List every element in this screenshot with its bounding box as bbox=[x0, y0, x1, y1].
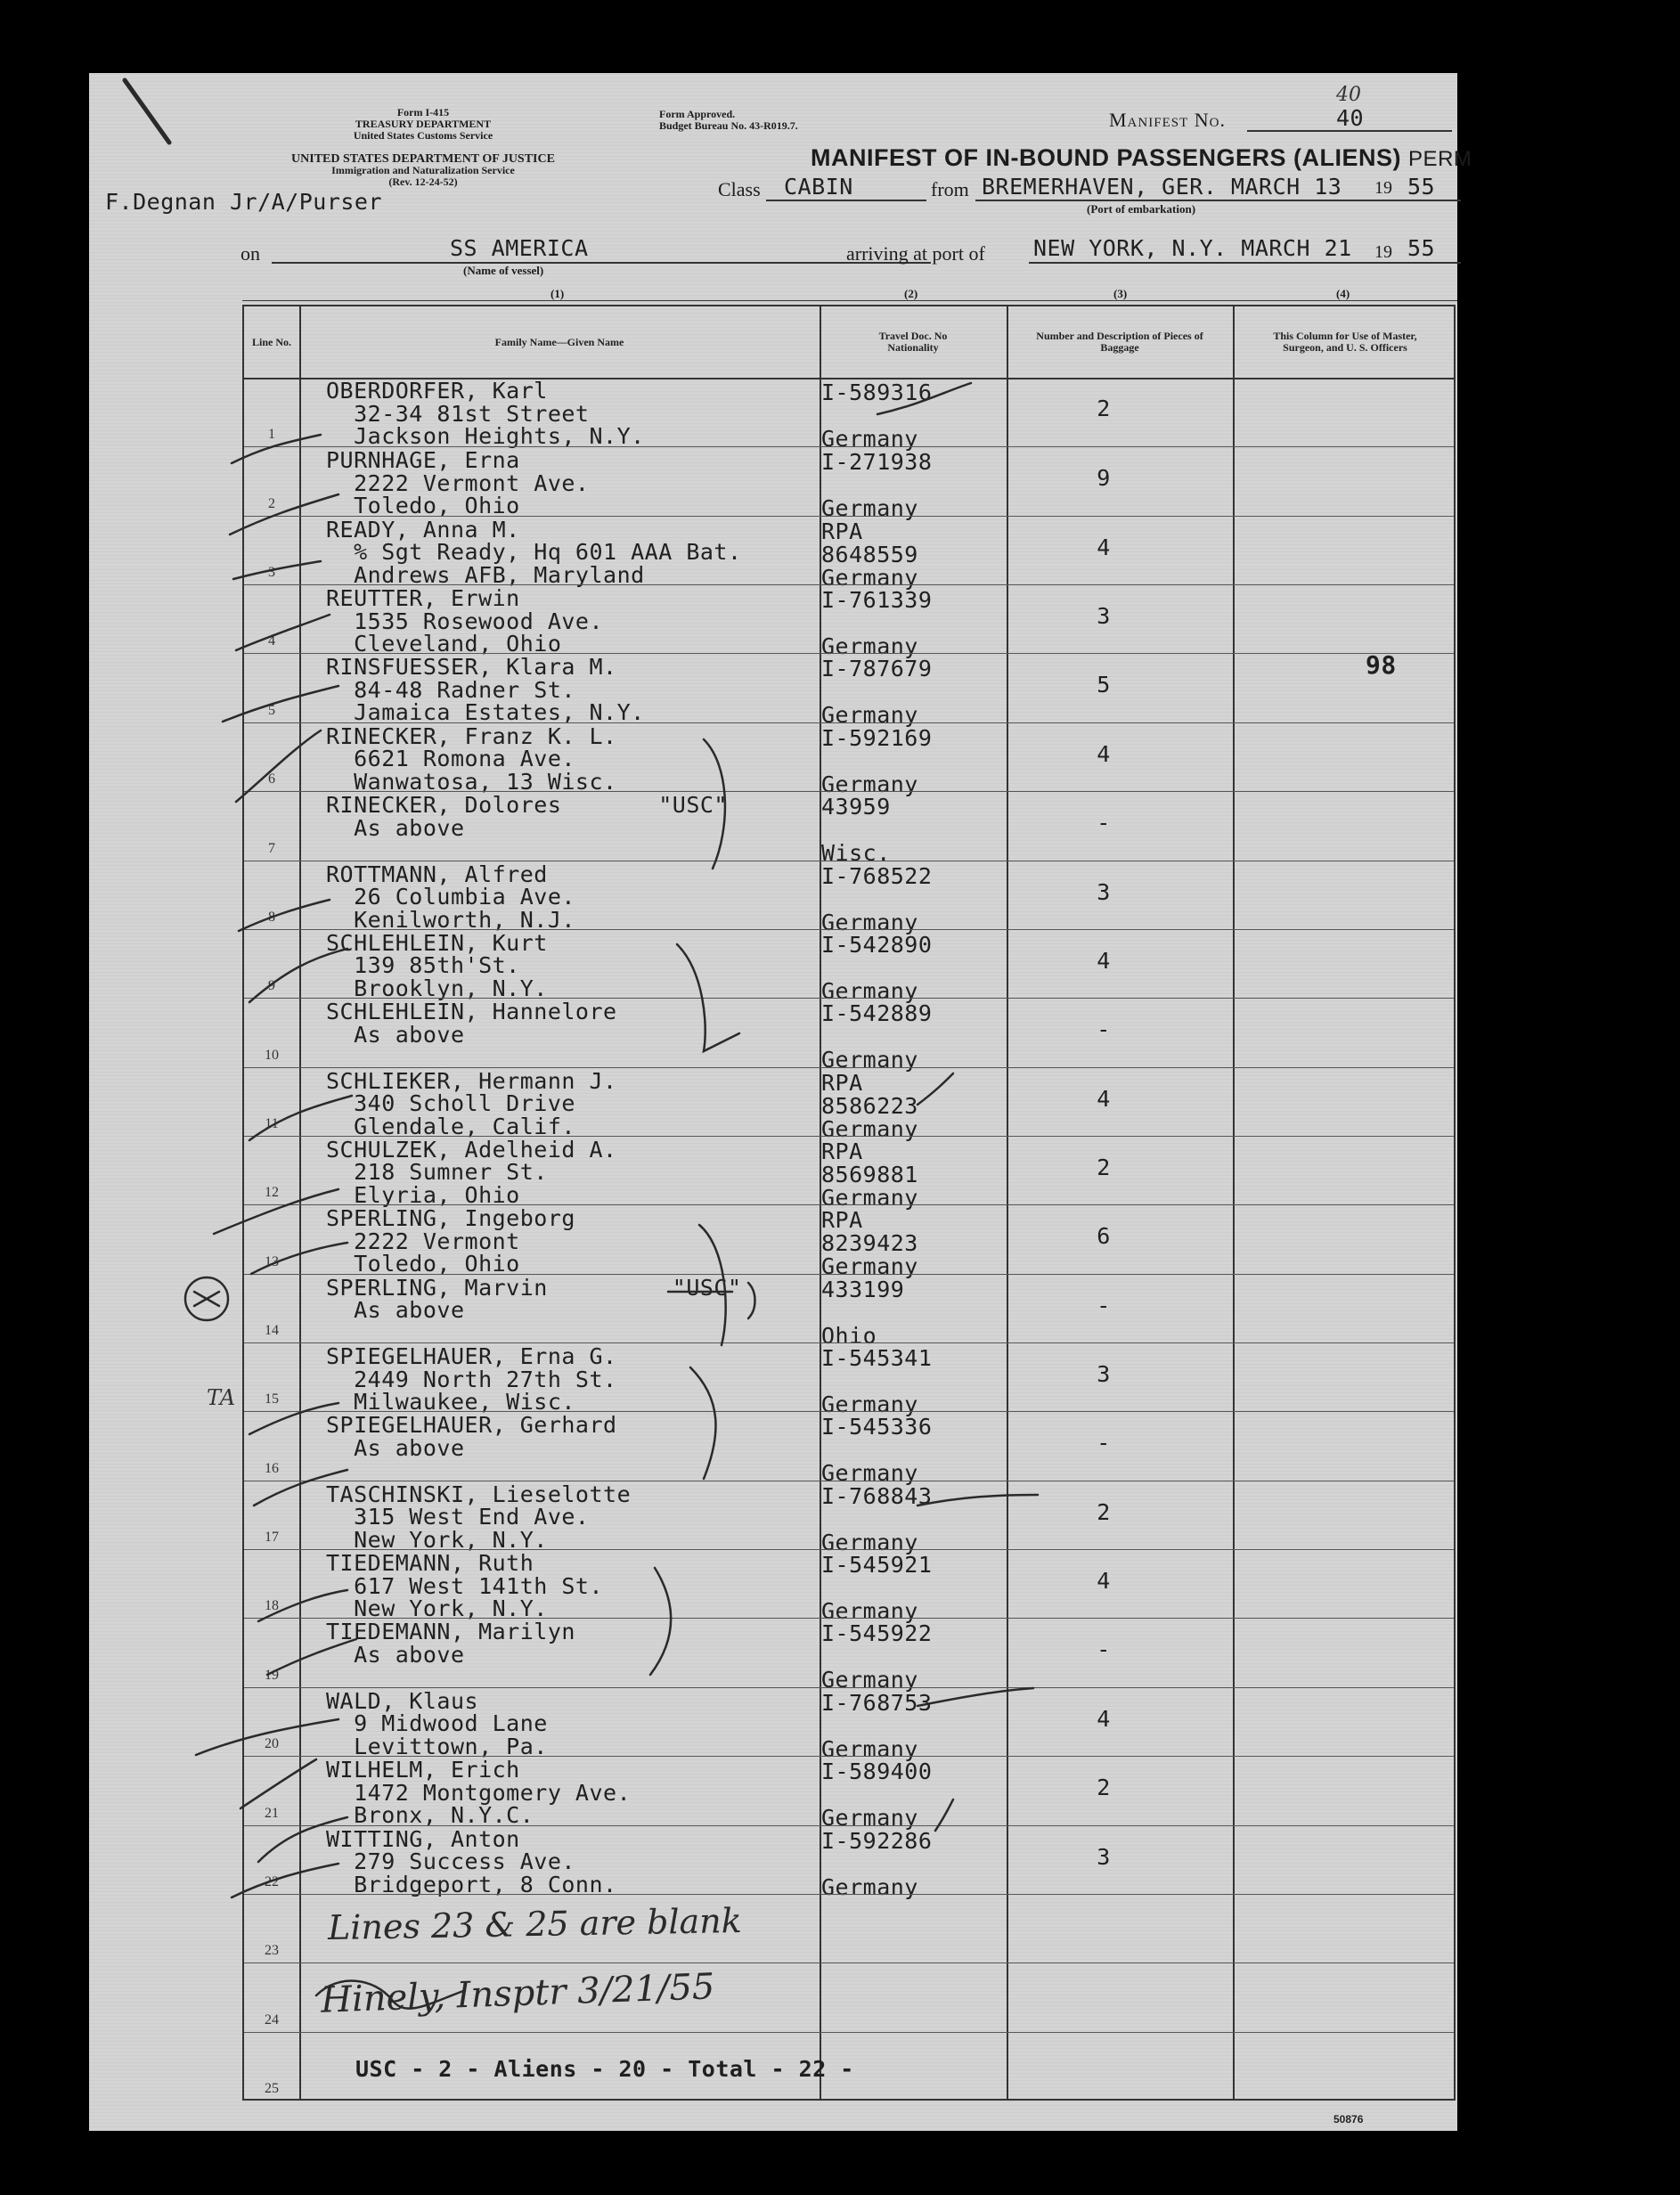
travel-document bbox=[821, 1343, 991, 1418]
header-rule bbox=[242, 300, 1457, 301]
vessel-underline bbox=[272, 262, 931, 264]
passenger-name: SCHLEHLEIN, Kurt bbox=[326, 929, 548, 956]
baggage-count: 3 bbox=[1097, 603, 1111, 630]
travel-doc-number: I-761339 bbox=[821, 587, 933, 614]
passenger-address: Toledo, Ohio bbox=[326, 493, 520, 519]
baggage-count: 2 bbox=[1097, 1498, 1111, 1525]
nationality: Germany bbox=[821, 426, 918, 452]
line-number: 14 bbox=[265, 1323, 279, 1339]
customs-service: United States Customs Service bbox=[353, 129, 493, 142]
passenger-name-address bbox=[326, 518, 742, 587]
passenger-address: 9 Midwood Lane bbox=[326, 1710, 548, 1737]
travel-doc-number: I-589316 bbox=[821, 379, 933, 405]
passenger-name: RINECKER, Dolores "USC" bbox=[326, 792, 728, 819]
arrival-year: 55 bbox=[1407, 235, 1436, 261]
line-number: 22 bbox=[265, 1873, 279, 1889]
nationality: Germany bbox=[821, 771, 918, 797]
passenger-name: SPIEGELHAUER, Erna G. bbox=[326, 1343, 617, 1370]
baggage-count: 4 bbox=[1097, 1568, 1111, 1595]
line-number: 1 bbox=[268, 427, 275, 443]
passenger-address: As above bbox=[326, 1641, 465, 1668]
table-row bbox=[244, 1411, 1454, 1487]
passenger-address: Milwaukee, Wisc. bbox=[326, 1389, 575, 1416]
nationality: Germany bbox=[821, 1735, 918, 1762]
travel-doc-number: RPA bbox=[821, 1138, 863, 1164]
passenger-name: SPERLING, Ingeborg bbox=[326, 1205, 575, 1232]
travel-document bbox=[821, 654, 991, 729]
baggage-count: 3 bbox=[1097, 878, 1111, 905]
from-underline bbox=[975, 200, 1461, 201]
passenger-name-address bbox=[326, 1483, 631, 1552]
nationality: Germany bbox=[821, 1115, 918, 1142]
travel-document bbox=[821, 1481, 991, 1555]
travel-doc-number: RPA bbox=[821, 518, 863, 544]
baggage-count: 3 bbox=[1097, 1843, 1111, 1870]
nationality: Germany bbox=[821, 1598, 918, 1625]
passenger-address: 2222 Vermont Ave. bbox=[326, 469, 590, 496]
travel-doc-number: 43959 bbox=[821, 794, 891, 820]
travel-doc-number: I-542890 bbox=[821, 931, 933, 958]
col-header-line-no: Line No. bbox=[251, 335, 291, 348]
arriving-label: arriving at port of bbox=[846, 242, 985, 265]
travel-doc-number-2: 8239423 bbox=[821, 1230, 918, 1257]
baggage-count: - bbox=[1097, 1292, 1111, 1318]
baggage-count: 2 bbox=[1097, 1154, 1111, 1180]
from-label: from bbox=[931, 178, 969, 200]
nationality: Germany bbox=[821, 1873, 918, 1900]
line-number: 20 bbox=[265, 1736, 279, 1752]
travel-doc-number: 433199 bbox=[821, 1276, 905, 1302]
travel-document bbox=[821, 1137, 991, 1211]
line-number: 12 bbox=[265, 1185, 279, 1201]
line-number: 21 bbox=[265, 1805, 279, 1821]
travel-doc-number: I-545341 bbox=[821, 1345, 933, 1372]
nationality: Germany bbox=[821, 1667, 918, 1693]
footer-code: 50876 bbox=[1333, 2113, 1364, 2126]
travel-doc-number: I-542889 bbox=[821, 1000, 933, 1027]
from-year-prefix: 19 bbox=[1374, 178, 1392, 198]
travel-document bbox=[821, 517, 991, 591]
passenger-address: Elyria, Ohio bbox=[326, 1181, 520, 1208]
passenger-table bbox=[242, 305, 1456, 2101]
passenger-address: Bronx, N.Y.C. bbox=[326, 1802, 534, 1829]
table-row bbox=[244, 791, 1454, 867]
line-number: 23 bbox=[265, 1943, 279, 1959]
table-row bbox=[244, 653, 1454, 729]
baggage-count: 6 bbox=[1097, 1223, 1111, 1250]
nationality: Germany bbox=[821, 1391, 918, 1418]
passenger-name: ROTTMANN, Alfred bbox=[326, 861, 548, 887]
passenger-address: Jamaica Estates, N.Y. bbox=[326, 699, 645, 726]
passenger-name-address bbox=[326, 449, 589, 518]
passenger-name-address bbox=[326, 863, 575, 932]
col-num-2: (2) bbox=[904, 287, 918, 300]
passenger-address: Levittown, Pa. bbox=[326, 1733, 548, 1759]
passenger-address: 2222 Vermont bbox=[326, 1228, 520, 1254]
officer-mark: 98 bbox=[1366, 650, 1397, 680]
col-header-name: Family Name—Given Name bbox=[494, 335, 624, 348]
travel-doc-number: RPA bbox=[821, 1207, 863, 1234]
line-number: 4 bbox=[268, 633, 275, 649]
line-number: 6 bbox=[268, 771, 275, 787]
line-number: 8 bbox=[268, 909, 275, 925]
table-row bbox=[244, 1481, 1454, 1555]
travel-document bbox=[821, 447, 991, 522]
passenger-name: SPIEGELHAUER, Gerhard bbox=[326, 1412, 617, 1439]
passenger-name: OBERDORFER, Karl bbox=[326, 378, 548, 404]
travel-doc-number: I-768843 bbox=[821, 1482, 933, 1509]
baggage-count: 4 bbox=[1097, 1085, 1111, 1112]
table-row bbox=[244, 584, 1454, 660]
passenger-address: Jackson Heights, N.Y. bbox=[326, 423, 645, 449]
vessel-name: SS AMERICA bbox=[450, 235, 589, 261]
travel-doc-number: I-592169 bbox=[821, 724, 933, 751]
line-number: 17 bbox=[265, 1530, 279, 1546]
passenger-name-address bbox=[326, 1067, 617, 1139]
nationality: Germany bbox=[821, 1184, 918, 1211]
baggage-count: 4 bbox=[1097, 1705, 1111, 1732]
passenger-name-address bbox=[326, 1620, 575, 1666]
passenger-address: Glendale, Calif. bbox=[326, 1113, 575, 1139]
travel-doc-number: I-545921 bbox=[821, 1552, 933, 1579]
line-number: 9 bbox=[268, 978, 275, 994]
passenger-address: 26 Columbia Ave. bbox=[326, 884, 575, 910]
passenger-address: As above bbox=[326, 1297, 465, 1324]
passenger-address: 218 Sumner St. bbox=[326, 1159, 548, 1186]
passenger-name: READY, Anna M. bbox=[326, 516, 520, 543]
nationality: Germany bbox=[821, 1460, 918, 1487]
manifest-number-handwritten: 40 bbox=[1336, 84, 1361, 106]
manifest-number: 40 bbox=[1336, 105, 1365, 131]
passenger-name-address bbox=[326, 587, 603, 656]
passenger-name: REUTTER, Erwin bbox=[326, 585, 520, 612]
passenger-address: Bridgeport, 8 Conn. bbox=[326, 1871, 617, 1897]
from-value: BREMERHAVEN, GER. MARCH 13 bbox=[982, 174, 1342, 200]
baggage-count: 5 bbox=[1097, 672, 1111, 698]
col-num-3: (3) bbox=[1113, 287, 1128, 300]
passenger-address: New York, N.Y. bbox=[326, 1595, 548, 1622]
line-number: 18 bbox=[265, 1598, 279, 1614]
line-number: 7 bbox=[268, 840, 275, 856]
nationality: Wisc. bbox=[821, 840, 891, 867]
passenger-name-address bbox=[326, 1414, 617, 1459]
table-row bbox=[244, 1756, 1454, 1832]
line-number: 24 bbox=[265, 2011, 279, 2028]
form-approved bbox=[659, 109, 798, 132]
travel-document bbox=[821, 1826, 991, 1900]
table-row bbox=[244, 929, 1454, 1004]
passenger-name-address bbox=[326, 1345, 617, 1414]
totals-line: USC - 2 - Aliens - 20 - Total - 22 - bbox=[355, 2056, 854, 2082]
passenger-name: RINECKER, Franz K. L. bbox=[326, 722, 617, 749]
baggage-count: 4 bbox=[1097, 534, 1111, 560]
travel-document bbox=[821, 861, 991, 935]
passenger-address: As above bbox=[326, 1434, 465, 1461]
baggage-count: - bbox=[1097, 1636, 1111, 1663]
baggage-count: 2 bbox=[1097, 396, 1111, 421]
arrival-underline bbox=[1029, 262, 1461, 264]
baggage-count: - bbox=[1097, 810, 1111, 836]
passenger-name: TASCHINSKI, Lieselotte bbox=[326, 1481, 632, 1507]
passenger-name: SCHULZEK, Adelheid A. bbox=[326, 1136, 617, 1163]
passenger-name: WALD, Klaus bbox=[326, 1687, 479, 1714]
passenger-address: 84-48 Radner St. bbox=[326, 676, 575, 703]
line-number: 15 bbox=[265, 1391, 279, 1408]
travel-document bbox=[821, 1757, 991, 1832]
table-row bbox=[244, 998, 1454, 1073]
budget-number: Budget Bureau No. 43-R019.7. bbox=[659, 119, 798, 132]
passenger-address: 32-34 81st Street bbox=[326, 400, 590, 427]
handwritten-blank-note: Lines 23 & 25 are blank bbox=[327, 1900, 743, 1948]
purser-name: F.Degnan Jr/A/Purser bbox=[105, 189, 383, 215]
passenger-name-address bbox=[326, 379, 645, 448]
travel-doc-number-2: 8648559 bbox=[821, 541, 918, 567]
line-number: 2 bbox=[268, 495, 275, 511]
travel-document bbox=[821, 792, 991, 867]
embarkation-note: (Port of embarkation) bbox=[1087, 202, 1196, 216]
passenger-address: As above bbox=[326, 1021, 465, 1048]
travel-document bbox=[821, 1688, 991, 1762]
title-text: MANIFEST OF IN-BOUND PASSENGERS (ALIENS) bbox=[811, 144, 1402, 171]
passenger-name: SPERLING, Marvin "USC" bbox=[326, 1274, 742, 1301]
baggage-count: - bbox=[1097, 1430, 1111, 1457]
travel-doc-number: I-787679 bbox=[821, 656, 933, 682]
on-label: on bbox=[241, 242, 260, 265]
table-row bbox=[244, 1204, 1454, 1280]
table-row bbox=[244, 722, 1454, 797]
col-num-1: (1) bbox=[550, 287, 565, 300]
passenger-address: 617 West 141th St. bbox=[326, 1572, 604, 1599]
passenger-address: As above bbox=[326, 814, 465, 841]
passenger-name-address bbox=[326, 1758, 631, 1827]
baggage-count: 3 bbox=[1097, 1361, 1111, 1388]
title-suffix: PERM bbox=[1408, 147, 1472, 171]
revision: (Rev. 12-24-52) bbox=[388, 175, 458, 188]
nationality: Germany bbox=[821, 564, 918, 591]
passenger-name-address bbox=[326, 1687, 548, 1759]
passenger-name: SCHLIEKER, Hermann J. bbox=[326, 1067, 617, 1094]
col-header-officers: This Column for Use of Master, Surgeon, and U. S. Officers bbox=[1273, 330, 1417, 354]
table-row bbox=[244, 378, 1454, 452]
travel-document bbox=[821, 723, 991, 797]
baggage-count: 9 bbox=[1097, 465, 1111, 492]
nationality: Germany bbox=[821, 977, 918, 1004]
travel-doc-number: RPA bbox=[821, 1069, 863, 1096]
table-row bbox=[244, 1342, 1454, 1418]
baggage-count: 2 bbox=[1097, 1775, 1111, 1801]
col-header-baggage: Number and Description of Pieces of Baggage bbox=[1036, 330, 1203, 354]
inspector-signature: Hinely, Insptr 3/21/55 bbox=[320, 1966, 716, 2021]
passenger-name-address bbox=[326, 1207, 575, 1276]
nationality: Germany bbox=[821, 495, 918, 522]
passenger-name: SCHLEHLEIN, Hannelore bbox=[326, 999, 617, 1025]
nationality: Germany bbox=[821, 1253, 918, 1280]
passenger-name-address bbox=[326, 1552, 603, 1620]
from-year: 55 bbox=[1407, 174, 1436, 200]
travel-doc-number: I-592286 bbox=[821, 1827, 933, 1854]
passenger-name-address bbox=[326, 722, 617, 795]
travel-document bbox=[821, 999, 991, 1073]
passenger-address: % Sgt Ready, Hq 601 AAA Bat. bbox=[326, 539, 742, 566]
passenger-name-address bbox=[326, 1825, 617, 1897]
nationality: Germany bbox=[821, 702, 918, 729]
passenger-address: 139 85th'St. bbox=[326, 952, 520, 979]
passenger-name: WITTING, Anton bbox=[326, 1825, 520, 1852]
line-number: 16 bbox=[265, 1460, 279, 1476]
table-row bbox=[244, 1549, 1454, 1625]
travel-document bbox=[821, 1412, 991, 1487]
nationality: Ohio bbox=[821, 1322, 877, 1349]
justice-block bbox=[236, 153, 610, 188]
table-row bbox=[244, 1136, 1454, 1211]
line-number: 13 bbox=[265, 1253, 279, 1269]
line-number: 5 bbox=[268, 702, 275, 718]
nationality: Germany bbox=[821, 909, 918, 935]
travel-doc-number: I-768753 bbox=[821, 1689, 933, 1716]
travel-document bbox=[821, 1619, 991, 1693]
passenger-address: 315 West End Ave. bbox=[326, 1504, 590, 1530]
justice-dept: UNITED STATES DEPARTMENT OF JUSTICE bbox=[291, 152, 555, 166]
class-underline bbox=[766, 200, 926, 201]
line-number: 19 bbox=[265, 1667, 279, 1683]
passenger-name: WILHELM, Erich bbox=[326, 1757, 520, 1783]
col-num-4: (4) bbox=[1336, 287, 1350, 300]
table-row bbox=[244, 446, 1454, 522]
class-value: CABIN bbox=[784, 174, 853, 200]
table-row bbox=[244, 1687, 1454, 1762]
passenger-name-address bbox=[326, 1000, 617, 1046]
travel-document bbox=[821, 1895, 991, 1963]
passenger-name-address bbox=[326, 656, 645, 724]
passenger-address: 340 Scholl Drive bbox=[326, 1090, 575, 1117]
passenger-name-address bbox=[326, 794, 728, 839]
approved-text: Form Approved. bbox=[659, 108, 736, 120]
passenger-address: Wanwatosa, 13 Wisc. bbox=[326, 768, 617, 795]
col-header-travel-doc: Travel Doc. No Nationality bbox=[878, 330, 948, 354]
ins-service: Immigration and Naturalization Service bbox=[331, 164, 515, 176]
passenger-address: 1535 Rosewood Ave. bbox=[326, 608, 604, 634]
passenger-address: New York, N.Y. bbox=[326, 1526, 548, 1553]
travel-doc-number-2: 8586223 bbox=[821, 1092, 918, 1119]
passenger-name-address bbox=[326, 1274, 742, 1324]
travel-document bbox=[821, 585, 991, 660]
passenger-address: 1472 Montgomery Ave. bbox=[326, 1779, 632, 1806]
passenger-address: Brooklyn, N.Y. bbox=[326, 975, 548, 1001]
table-row bbox=[244, 516, 1454, 591]
travel-doc-number-2: 8569881 bbox=[821, 1161, 918, 1187]
margin-note: TA bbox=[207, 1385, 236, 1410]
nationality: Germany bbox=[821, 633, 918, 660]
treasury-dept: TREASURY DEPARTMENT bbox=[355, 118, 492, 130]
travel-document bbox=[821, 1963, 991, 2032]
table-row bbox=[244, 1067, 1454, 1142]
passenger-name-address bbox=[326, 1138, 617, 1207]
form-number: Form I-415 bbox=[396, 106, 450, 118]
travel-document bbox=[821, 1275, 991, 1349]
nationality: Germany bbox=[821, 1529, 918, 1555]
travel-document bbox=[821, 930, 991, 1004]
travel-doc-number: I-271938 bbox=[821, 449, 933, 476]
form-agency-block bbox=[267, 107, 579, 142]
table-row bbox=[244, 861, 1454, 935]
passenger-name: PURNHAGE, Erna bbox=[326, 447, 520, 474]
manifest-title bbox=[811, 144, 1472, 172]
passenger-address: 6621 Romona Ave. bbox=[326, 746, 575, 772]
line-number: 25 bbox=[265, 2080, 279, 2096]
travel-document bbox=[821, 378, 991, 452]
travel-document bbox=[821, 1205, 991, 1280]
travel-doc-number: I-545922 bbox=[821, 1620, 933, 1647]
passenger-name-address bbox=[326, 929, 548, 1001]
passenger-address: Kenilworth, N.J. bbox=[326, 906, 575, 933]
travel-doc-number: I-589400 bbox=[821, 1758, 933, 1785]
line-number: 11 bbox=[265, 1115, 279, 1131]
travel-doc-number: I-545336 bbox=[821, 1414, 933, 1440]
table-row bbox=[244, 1825, 1454, 1900]
baggage-count: 4 bbox=[1097, 947, 1111, 974]
passenger-name: TIEDEMANN, Ruth bbox=[326, 1550, 534, 1577]
class-label: Class bbox=[718, 178, 761, 200]
travel-document bbox=[821, 1068, 991, 1142]
arrival-value: NEW YORK, N.Y. MARCH 21 bbox=[1033, 235, 1352, 261]
nationality: Germany bbox=[821, 1805, 918, 1832]
line-number: 10 bbox=[265, 1047, 279, 1063]
arrival-year-prefix: 19 bbox=[1374, 242, 1392, 262]
passenger-address: 2449 North 27th St. bbox=[326, 1366, 617, 1392]
table-row bbox=[244, 1274, 1454, 1349]
passenger-name: RINSFUESSER, Klara M. bbox=[326, 654, 617, 681]
passenger-address: Toledo, Ohio bbox=[326, 1251, 520, 1277]
baggage-count: 4 bbox=[1097, 740, 1111, 767]
passenger-address: Andrews AFB, Maryland bbox=[326, 561, 645, 588]
line-number: 3 bbox=[268, 565, 275, 581]
passenger-address: Cleveland, Ohio bbox=[326, 631, 562, 657]
passenger-address: 279 Success Ave. bbox=[326, 1848, 575, 1875]
baggage-count: - bbox=[1097, 1016, 1111, 1043]
table-row bbox=[244, 1618, 1454, 1693]
manifest-label: Manifest No. bbox=[1109, 109, 1226, 131]
nationality: Germany bbox=[821, 1047, 918, 1073]
passenger-name: TIEDEMANN, Marilyn bbox=[326, 1619, 575, 1645]
vessel-note: (Name of vessel) bbox=[463, 264, 544, 277]
travel-doc-number: I-768522 bbox=[821, 862, 933, 889]
travel-document bbox=[821, 1550, 991, 1625]
